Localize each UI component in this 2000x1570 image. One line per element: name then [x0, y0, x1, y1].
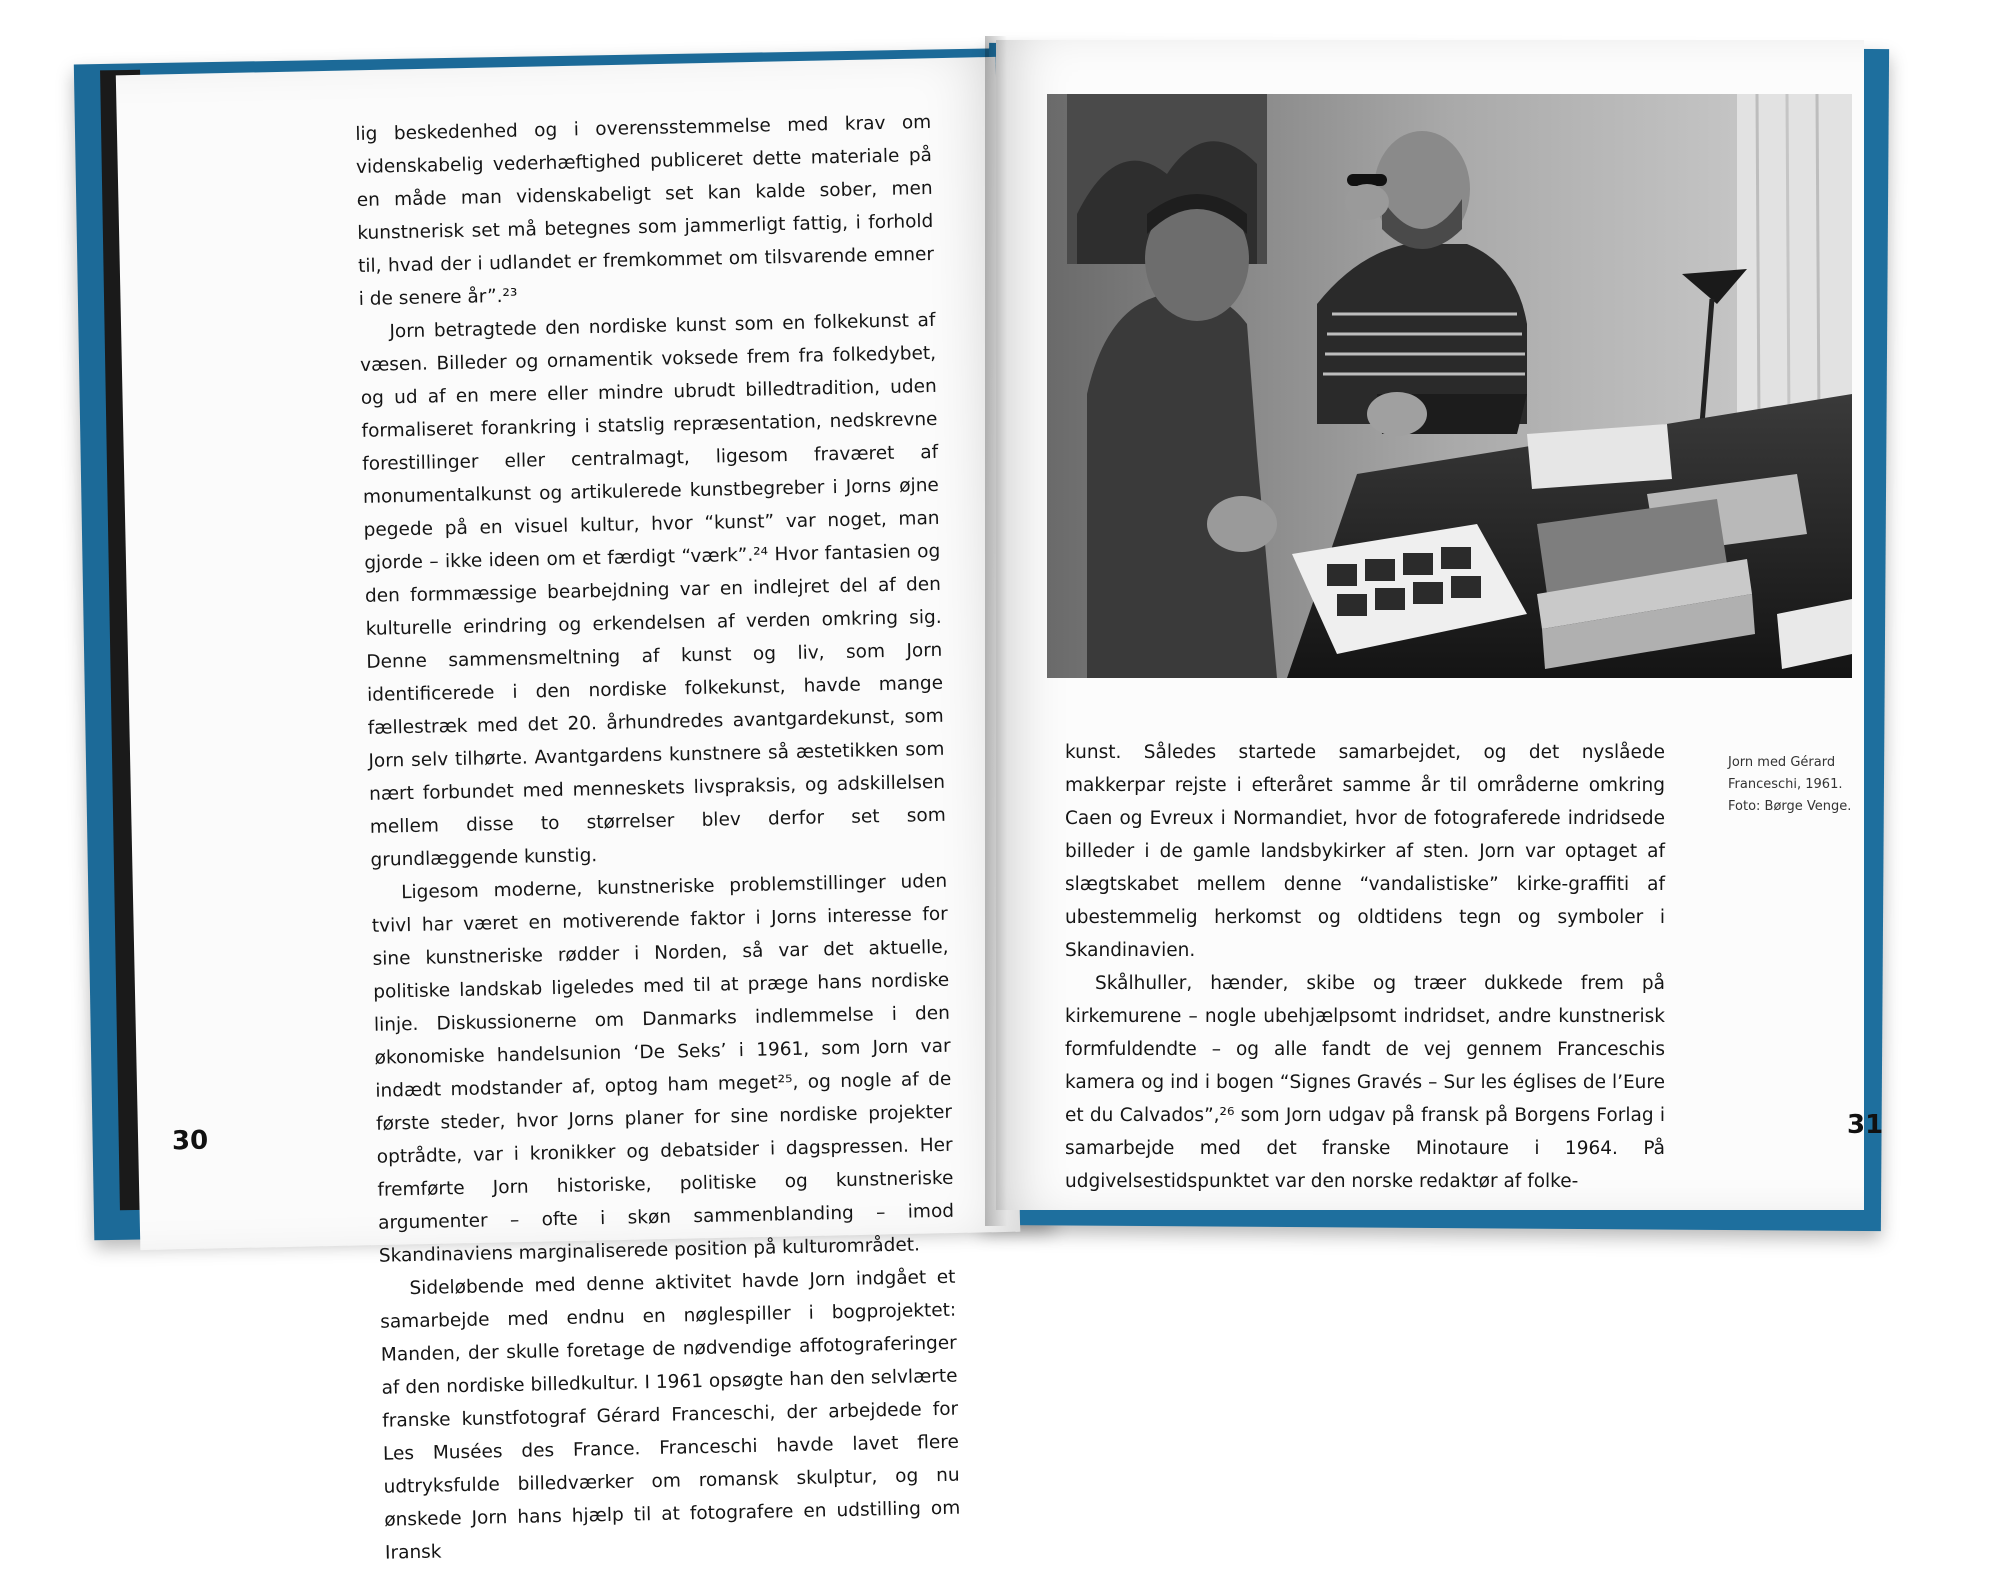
- seated-man: [1087, 292, 1277, 678]
- right-page-text: [1065, 736, 1665, 1198]
- left-page-text: [355, 106, 961, 1570]
- seated-man-hand: [1207, 496, 1277, 552]
- spine-gutter: [985, 36, 1007, 1226]
- curtain: [1737, 94, 1852, 424]
- page-number-left: 30: [171, 1125, 209, 1157]
- photograph: [1047, 94, 1852, 678]
- page-number-right: 31: [1847, 1110, 1884, 1140]
- stack-of-papers: [1527, 424, 1672, 489]
- caption-line: Foto: Børge Venge.: [1728, 799, 1852, 814]
- paragraph: Jorn betragtede den nordiske kunst som en folkekunst af væsen. Billeder og ornamentik voksede frem fra folkedybet, og ud af en mere eller mindre ubrudt billedtradition, uden formaliseret forankring i statslig repræsentation, nedskrevne forestillinger eller centralmagt, ligesom fraværet af monumentalkunst og artikulerede kunstbegreber i Jorns øjne pegede på en visuel kultur, hvor “kunst” var noget, man gjorde – ikke ideen om et færdigt “værk”.²⁴ Hvor fantasien og den formmæssige bearbejdning var en indlejret del af den kulturelle erindring og erkendelsen af verden omkring sig. Denne sammensmeltning af kunst og liv, som Jorn identificerede i den nordiske folkekunst, havde mange fællestræk med det 20. århundredes avantgardekunst, som Jorn selv tilhørte. Avantgardens kunstnere så æstetikken som nært forbundet med menneskets livspraksis, og adskillelsen mellem disse to størrelser blev derfor set som grundlæggende kunstig.: [359, 309, 946, 871]
- caption-line: Jorn med Gérard: [1728, 755, 1836, 770]
- paragraph: kunst. Således startede samarbejdet, og det nyslåede makkerpar rejste i efteråret samme år til områderne omkring Caen og Evreux i Normandiet, hvor de fotograferede indridsede billeder i de gamle landsbykirker af sten. Jorn var optaget af slægtskabet mellem denne “vandalistiske” kirke-graffiti af ubestemmelig herkomst og oldtidens tegn og symboler i Skandinavien.: [1065, 742, 1665, 961]
- photo-caption: [1728, 752, 1858, 818]
- caption-line: Franceschi, 1961.: [1728, 777, 1843, 792]
- paragraph: Skålhuller, hænder, skibe og træer dukkede frem på kirkemurene – nogle ubehjælpsomt indridset, andre kunstnerisk formfuldendte – og alle fandt de vej gennem Franceschis kamera og ind i bogen “Signes Gravés – Sur les églises de l’Eure et du Calvados”,²⁶ som Jorn udgav på fransk på Borgens Forlag i samarbejde med det franske Minotaure i 1964. På udgivelsestidspunktet var den norske redaktør af folke-: [1065, 973, 1665, 1192]
- paragraph: Ligesom moderne, kunstneriske problemstillinger uden tvivl har været en motiverende faktor i Jorns interesse for sine kunstneriske rødder i Norden, så var det aktuelle, politiske landskab ligeledes med til at præge hans nordiske linje. Diskussionerne om Danmarks indlemmelse i den økonomiske handelsunion ‘De Seks’ i 1961, som Jorn var indædt modstander af, optog ham meget²⁵, og nogle af de første steder, hvor Jorns planer for sine nordiske projekter optrådte, var i kronikker og debatsider i dagspressen. Her fremførte Jorn historiske, politiske og kunstneriske argumenter – ofte i skøn sammenblanding – imod Skandinaviens marginaliserede position på kulturområdet.: [371, 870, 955, 1267]
- paragraph: Sideløbende med denne aktivitet havde Jorn indgået et samarbejde med endnu en nøglespiller i bogprojektet: Manden, der skulle foretage de nødvendige affotograferinger af den nordiske billedkultur. I 1961 opsøgte han den selvlærte franske kunstfotograf Gérard Franceschi, der arbejdede for Les Musées des France. Franceschi havde lavet flere udtryksfulde billedværker om romansk skulptur, og nu ønskede Jorn hans hjælp til at fotografere en udstilling om Iransk: [380, 1266, 961, 1564]
- paragraph: lig beskedenhed og i overensstemmelse med krav om videnskabelig vederhæftighed publiceret dette materiale på en måde man videnskabeligt set kan kalde sober, men kunstnerisk set må betegnes som jammerligt fattig, i forhold til, hvad der i udlandet er fremkommet om tilsvarende emner i de senere år”.²³: [355, 111, 935, 310]
